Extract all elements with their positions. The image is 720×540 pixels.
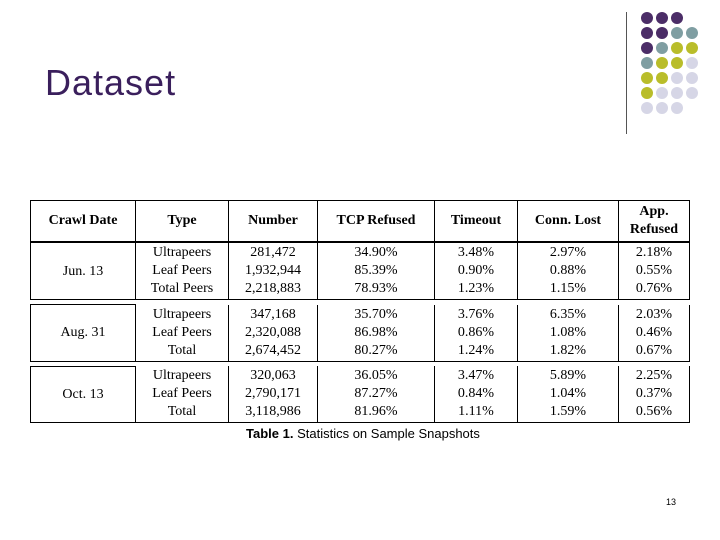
tcp-refused-cell: 85.39% (318, 262, 435, 280)
decorative-dot (656, 57, 668, 69)
decorative-dot (656, 42, 668, 54)
decorative-dot (641, 72, 653, 84)
table-caption (246, 426, 480, 441)
app-refused-cell: 2.03% (619, 305, 690, 324)
decorative-dot (671, 57, 683, 69)
decorative-dot (686, 27, 698, 39)
decorative-dot (656, 87, 668, 99)
conn-lost-cell: 1.04% (518, 385, 619, 403)
decorative-dot (641, 87, 653, 99)
table-row (31, 242, 690, 262)
type-cell: Total (136, 403, 229, 423)
decorative-dot (686, 42, 698, 54)
crawl-date-cell: Oct. 13 (31, 366, 136, 423)
table-row (31, 366, 690, 385)
decorative-dot (641, 42, 653, 54)
decorative-dot (656, 102, 668, 114)
tcp-refused-cell: 34.90% (318, 242, 435, 262)
table-header-row (31, 201, 690, 243)
conn-lost-cell: 1.82% (518, 342, 619, 362)
timeout-cell: 3.48% (435, 242, 518, 262)
decorative-dot-grid (639, 10, 719, 120)
type-cell: Leaf Peers (136, 385, 229, 403)
number-cell: 3,118,986 (229, 403, 318, 423)
number-cell: 2,218,883 (229, 280, 318, 300)
conn-lost-cell: 1.08% (518, 324, 619, 342)
statistics-table (30, 200, 690, 423)
timeout-cell: 0.86% (435, 324, 518, 342)
decorative-dot (656, 72, 668, 84)
decorative-dot (641, 57, 653, 69)
timeout-cell: 1.11% (435, 403, 518, 423)
timeout-cell: 3.76% (435, 305, 518, 324)
decorative-dot (671, 27, 683, 39)
app-refused-cell: 0.37% (619, 385, 690, 403)
decorative-dot (686, 87, 698, 99)
tcp-refused-cell: 87.27% (318, 385, 435, 403)
app-refused-cell: 0.55% (619, 262, 690, 280)
timeout-cell: 3.47% (435, 366, 518, 385)
caption-label: Table 1. (246, 426, 294, 441)
statistics-table-container (30, 200, 692, 423)
type-cell: Total (136, 342, 229, 362)
tcp-refused-cell: 80.27% (318, 342, 435, 362)
title-divider-line (626, 12, 627, 134)
decorative-dot (686, 57, 698, 69)
page-number: 13 (666, 497, 677, 507)
decorative-dot (656, 27, 668, 39)
type-cell: Total Peers (136, 280, 229, 300)
type-cell: Ultrapeers (136, 242, 229, 262)
number-cell: 1,932,944 (229, 262, 318, 280)
timeout-cell: 0.84% (435, 385, 518, 403)
number-cell: 2,790,171 (229, 385, 318, 403)
number-cell: 320,063 (229, 366, 318, 385)
app-refused-cell: 2.18% (619, 242, 690, 262)
caption-text: Statistics on Sample Snapshots (297, 426, 480, 441)
decorative-dot (671, 12, 683, 24)
conn-lost-cell: 6.35% (518, 305, 619, 324)
type-cell: Leaf Peers (136, 324, 229, 342)
header-crawl-date: Crawl Date (31, 201, 136, 243)
app-refused-cell: 0.56% (619, 403, 690, 423)
decorative-dot (671, 102, 683, 114)
header-app-refused: App. Refused (619, 201, 690, 243)
header-tcp-refused: TCP Refused (318, 201, 435, 243)
tcp-refused-cell: 35.70% (318, 305, 435, 324)
crawl-date-cell: Aug. 31 (31, 305, 136, 362)
number-cell: 2,320,088 (229, 324, 318, 342)
number-cell: 281,472 (229, 242, 318, 262)
header-conn-lost: Conn. Lost (518, 201, 619, 243)
type-cell: Ultrapeers (136, 366, 229, 385)
decorative-dot (641, 27, 653, 39)
tcp-refused-cell: 81.96% (318, 403, 435, 423)
timeout-cell: 1.23% (435, 280, 518, 300)
decorative-dot (671, 87, 683, 99)
decorative-dot (656, 12, 668, 24)
conn-lost-cell: 2.97% (518, 242, 619, 262)
decorative-dot (641, 12, 653, 24)
table-row (31, 305, 690, 324)
number-cell: 347,168 (229, 305, 318, 324)
number-cell: 2,674,452 (229, 342, 318, 362)
type-cell: Leaf Peers (136, 262, 229, 280)
tcp-refused-cell: 78.93% (318, 280, 435, 300)
timeout-cell: 1.24% (435, 342, 518, 362)
slide-title: Dataset (45, 62, 177, 103)
decorative-dot (641, 102, 653, 114)
decorative-dot (671, 42, 683, 54)
decorative-dot (671, 72, 683, 84)
conn-lost-cell: 1.15% (518, 280, 619, 300)
type-cell: Ultrapeers (136, 305, 229, 324)
app-refused-cell: 0.46% (619, 324, 690, 342)
conn-lost-cell: 5.89% (518, 366, 619, 385)
tcp-refused-cell: 86.98% (318, 324, 435, 342)
crawl-date-cell: Jun. 13 (31, 242, 136, 300)
conn-lost-cell: 1.59% (518, 403, 619, 423)
header-number: Number (229, 201, 318, 243)
app-refused-cell: 2.25% (619, 366, 690, 385)
app-refused-cell: 0.76% (619, 280, 690, 300)
header-type: Type (136, 201, 229, 243)
app-refused-cell: 0.67% (619, 342, 690, 362)
timeout-cell: 0.90% (435, 262, 518, 280)
decorative-dot (686, 72, 698, 84)
conn-lost-cell: 0.88% (518, 262, 619, 280)
header-timeout: Timeout (435, 201, 518, 243)
tcp-refused-cell: 36.05% (318, 366, 435, 385)
